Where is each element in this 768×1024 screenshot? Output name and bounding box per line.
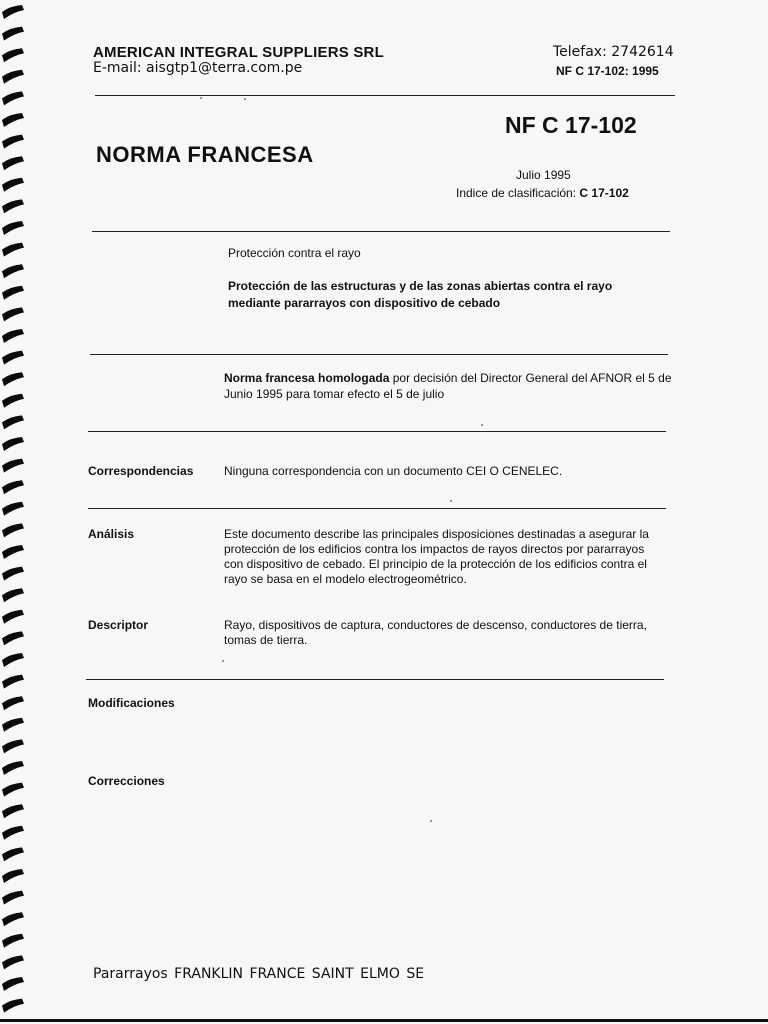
spiral-coil — [2, 91, 24, 105]
spiral-coil — [2, 761, 24, 775]
spiral-coil — [2, 912, 24, 926]
scan-speck — [244, 98, 246, 100]
spiral-coil — [2, 70, 24, 84]
spiral-coil — [2, 999, 24, 1013]
divider — [88, 508, 666, 509]
divider — [86, 679, 664, 680]
label-modificaciones: Modificaciones — [88, 696, 175, 710]
spiral-coil — [2, 48, 24, 62]
scan-speck — [481, 424, 483, 426]
spiral-coil — [2, 718, 24, 732]
label-correcciones: Correcciones — [88, 774, 165, 788]
text-correspondencias: Ninguna correspondencia con un documento CEI O CENELEC. — [224, 464, 563, 478]
divider — [90, 354, 668, 355]
document-title: Protección de las estructuras y de las zonas abiertas contra el rayo mediante pararrayos con dispositivo de cebado — [228, 279, 613, 310]
spiral-coil — [2, 264, 24, 278]
scan-speck — [450, 500, 452, 502]
spiral-coil — [2, 588, 24, 602]
spiral-coil — [2, 156, 24, 170]
homologation-bold: Norma francesa homologada — [224, 371, 390, 385]
spiral-coil — [2, 5, 24, 19]
scan-speck — [222, 660, 224, 662]
company-name: AMERICAN INTEGRAL SUPPLIERS SRL — [93, 44, 384, 61]
spiral-coil — [2, 977, 24, 991]
homologation-note — [224, 370, 694, 402]
classification-value: C 17-102 — [579, 186, 629, 200]
spiral-coil — [2, 135, 24, 149]
spiral-coil — [2, 459, 24, 473]
spiral-coil — [2, 826, 24, 840]
spiral-binding — [0, 0, 30, 1024]
homologation-text: por decisión del Director General del AFNOR el 5 de Junio 1995 para tomar efecto el 5 de julio — [224, 371, 672, 401]
spiral-coil — [2, 221, 24, 235]
spiral-coil — [2, 372, 24, 386]
bottom-edge — [0, 1019, 768, 1022]
spiral-coil — [2, 286, 24, 300]
spiral-coil — [2, 804, 24, 818]
company-email: E-mail: aisgtp1@terra.com.pe — [93, 60, 303, 76]
footer-text: Pararrayos FRANKLIN FRANCE SAINT ELMO SE — [93, 966, 425, 982]
spiral-coil — [2, 847, 24, 861]
spiral-coil — [2, 351, 24, 365]
spiral-coil — [2, 502, 24, 516]
spiral-coil — [2, 675, 24, 689]
spiral-coil — [2, 869, 24, 883]
classification-index — [456, 186, 629, 200]
divider — [88, 431, 666, 432]
spiral-coil — [2, 696, 24, 710]
divider — [92, 231, 670, 232]
spiral-coil — [2, 567, 24, 581]
spiral-coil — [2, 891, 24, 905]
standard-code: NF C 17-102 — [505, 112, 637, 138]
spiral-coil — [2, 113, 24, 127]
spiral-coil — [2, 653, 24, 667]
spiral-coil — [2, 523, 24, 537]
header-reference: NF C 17-102: 1995 — [556, 64, 659, 78]
spiral-coil — [2, 437, 24, 451]
spiral-coil — [2, 480, 24, 494]
spiral-coil — [2, 178, 24, 192]
telefax: Telefax: 2742614 — [553, 44, 674, 60]
label-analisis: Análisis — [88, 527, 135, 541]
subject: Protección contra el rayo — [228, 246, 361, 260]
text-analisis: Este documento describe las principales disposiciones destinadas a asegurar la protección de los edificios contra los impactos de rayos directos por pararrayos con dispositivo de cebado. El principio de la protección de los edificios contra el rayo se basa en el modelo electrogeométrico. — [224, 527, 649, 586]
spiral-coil — [2, 631, 24, 645]
label-descriptor: Descriptor — [88, 618, 149, 632]
publication-date: Julio 1995 — [516, 168, 571, 182]
spiral-coil — [2, 415, 24, 429]
label-correspondencias: Correspondencias — [88, 464, 194, 478]
spiral-coil — [2, 199, 24, 213]
text-descriptor: Rayo, dispositivos de captura, conductores de descenso, conductores de tierra, tomas de tierra. — [224, 618, 647, 647]
divider — [95, 95, 675, 96]
classification-label: Indice de clasificación: — [456, 186, 577, 200]
spiral-coil — [2, 955, 24, 969]
page-title: NORMA FRANCESA — [96, 142, 314, 167]
spiral-coil — [2, 394, 24, 408]
spiral-coil — [2, 27, 24, 41]
scan-speck — [200, 97, 202, 99]
spiral-coil — [2, 610, 24, 624]
spiral-coil — [2, 934, 24, 948]
scan-speck — [430, 820, 432, 822]
spiral-coil — [2, 307, 24, 321]
spiral-coil — [2, 545, 24, 559]
spiral-coil — [2, 329, 24, 343]
spiral-coil — [2, 783, 24, 797]
spiral-coil — [2, 739, 24, 753]
spiral-coil — [2, 243, 24, 257]
